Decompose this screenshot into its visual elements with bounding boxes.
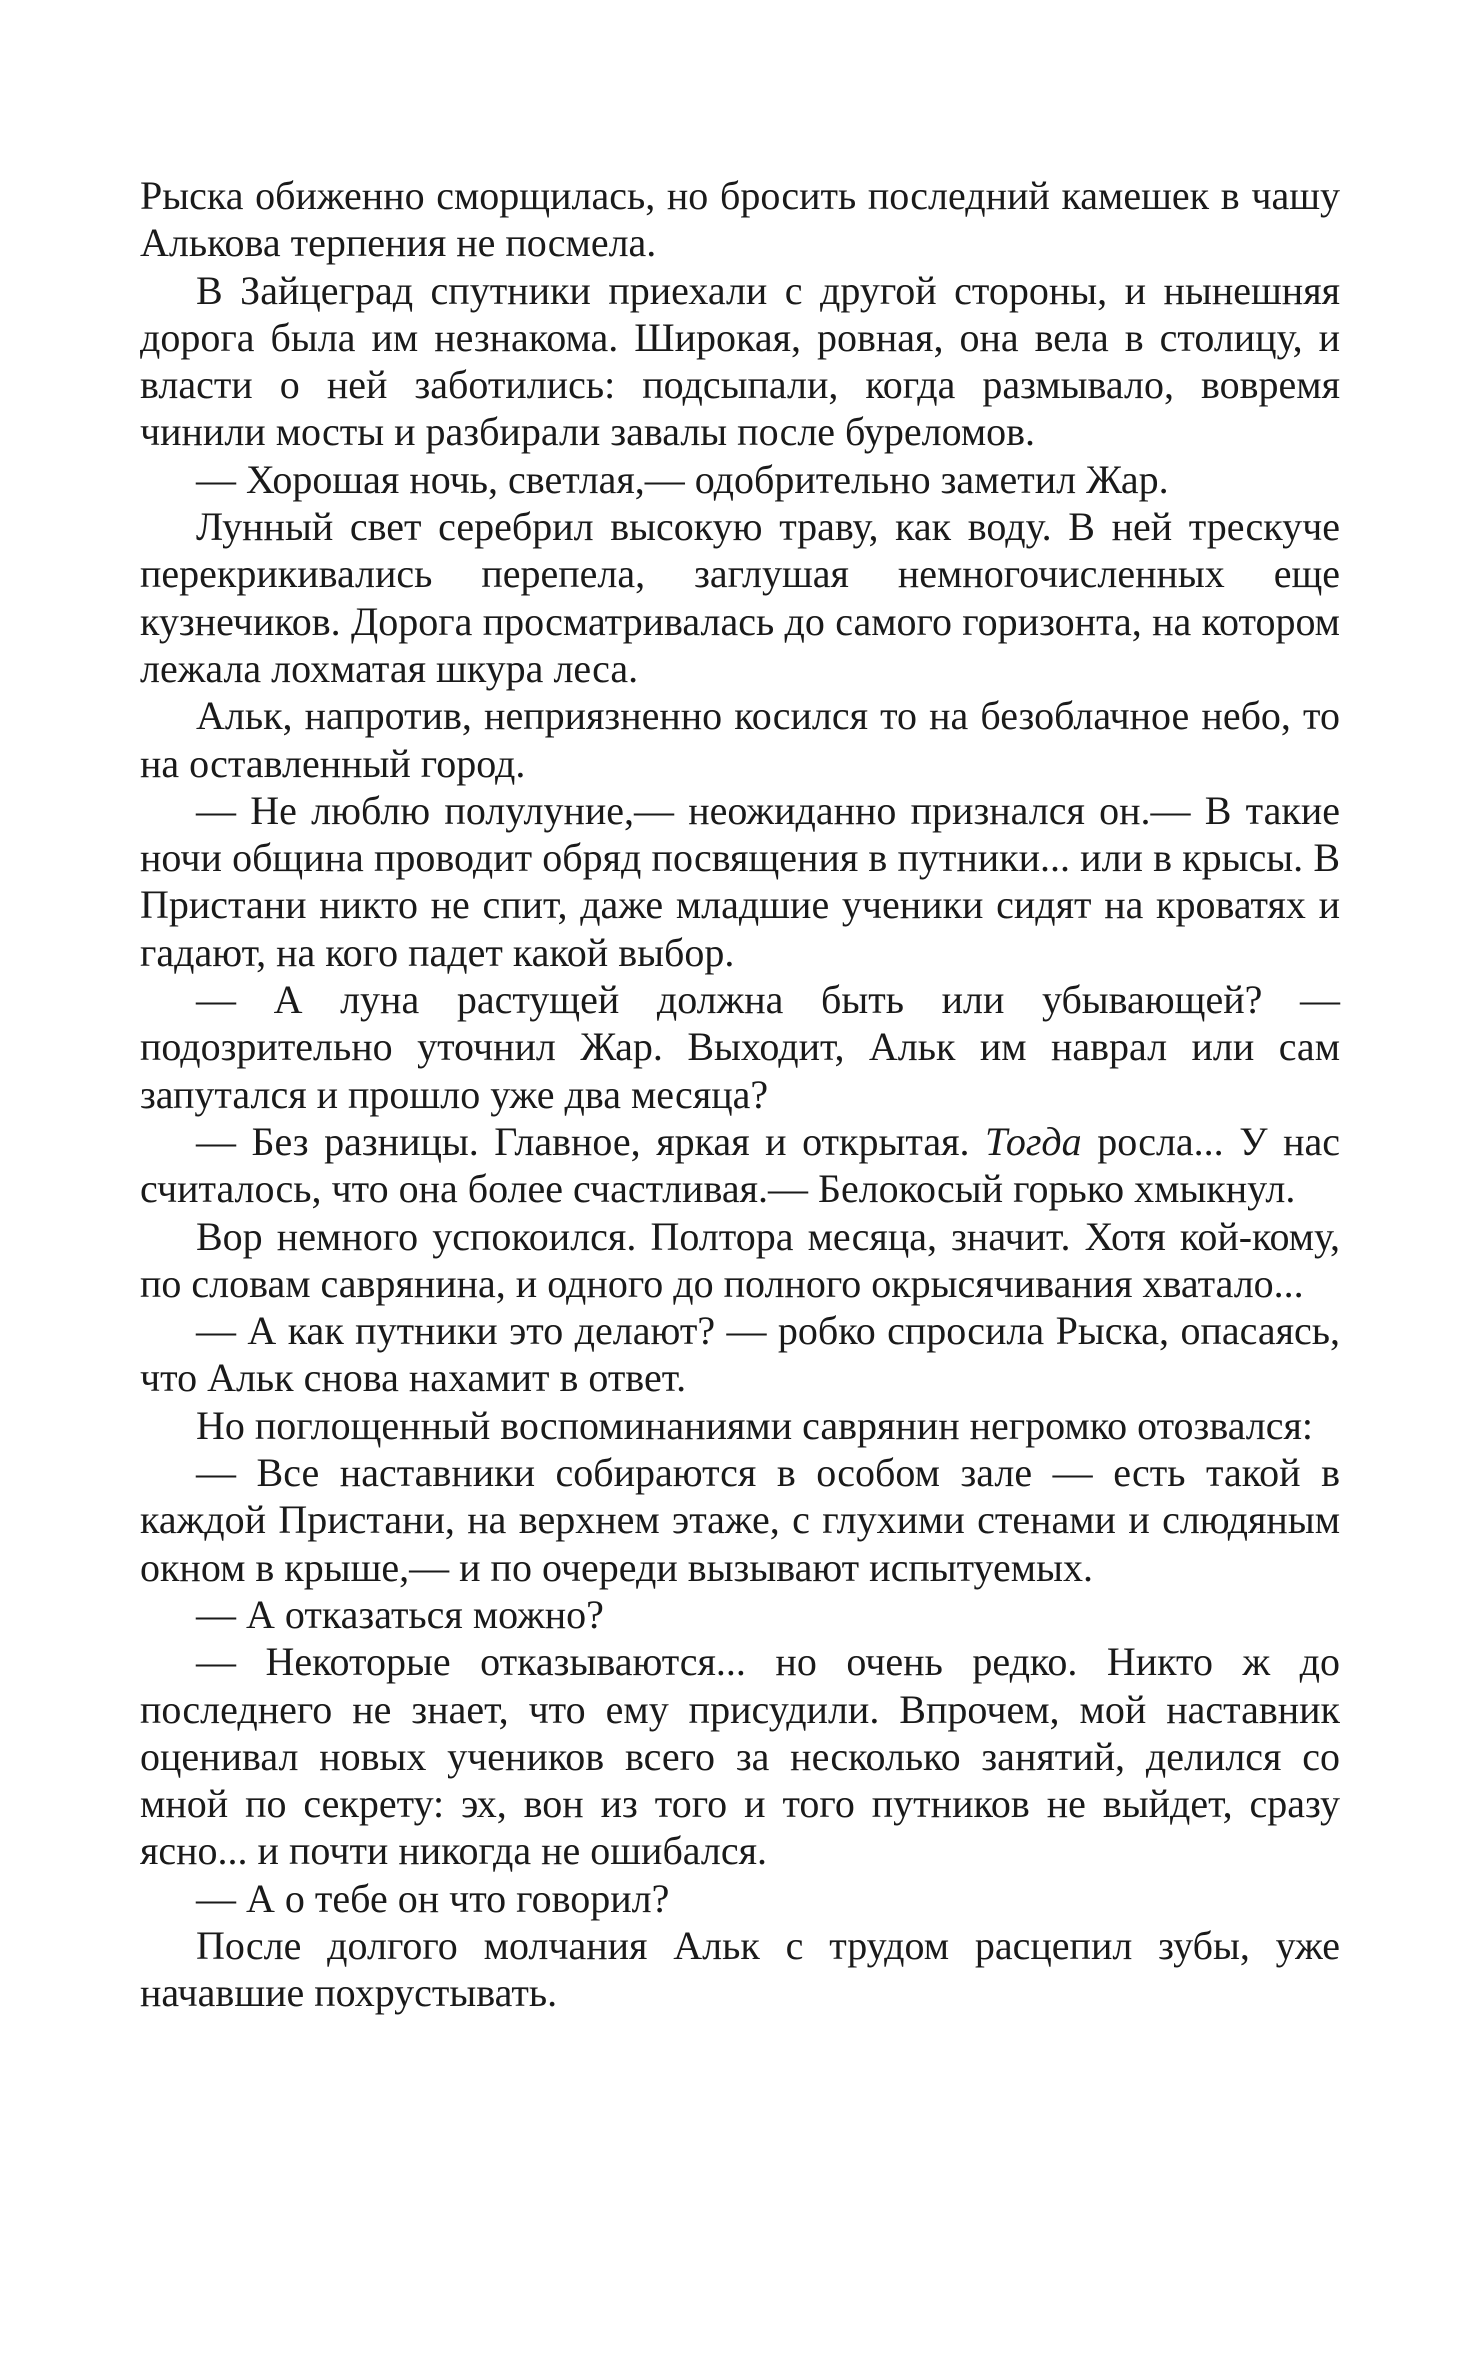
paragraph-8-end: росла... У нас считалось, что она более счастливая.— Белокосый горько хмыкнул. — [140, 1118, 1340, 1212]
paragraph-1: Рыска обиженно сморщилась, но бросить последний камешек в чашу Алькова терпения не посмела. — [140, 173, 1340, 266]
paragraph-2: В Зайцеград спутники приехали с другой стороны, и нынешняя дорога была им незнакома. Широкая, ровная, она вела в столицу, и власти о ней заботились: подсыпали, когда размывало, вовремя чинили мосты и разбирали завалы после буреломов. — [140, 267, 1340, 455]
paragraph-12: — Все наставники собираются в особом зале — есть такой в каждой Пристани, на верхнем этаже, с глухими стенами и слюдяным окном в крыше,— и по очереди вызывают испытуемых. — [140, 1450, 1340, 1590]
paragraph-8 — [140, 1118, 1340, 1213]
paragraph-6: — Не люблю полулуние,— неожиданно признался он.— В такие ночи община проводит обряд посвящения в путники... или в крысы. В Пристани никто не спит, даже младшие ученики сидят на кроватях и гадают, на кого падет какой выбор. — [140, 787, 1340, 975]
paragraph-7: — А луна растущей должна быть или убывающей? — подозрительно уточнил Жар. Выходит, Альк им наврал или сам запутался и прошло уже два месяца? — [140, 977, 1340, 1117]
paragraph-4: Лунный свет серебрил высокую траву, как воду. В ней трескуче перекрикивались перепела, заглушая немногочисленных еще кузнечиков. Дорога просматривалась до самого горизонта, на котором лежала лохматая шкура леса. — [140, 504, 1340, 691]
paragraph-11: Но поглощенный воспоминаниями саврянин негромко отозвался: — [196, 1402, 1314, 1448]
paragraph-8-italic: Тогда — [985, 1118, 1082, 1164]
paragraph-16: После долгого молчания Альк с трудом расцепил зубы, уже начавшие похрустывать. — [140, 1922, 1340, 2016]
paragraph-15: — А о тебе он что говорил? — [196, 1875, 670, 1921]
paragraph-13: — А отказаться можно? — [196, 1591, 604, 1637]
paragraph-3: — Хорошая ночь, светлая,— одобрительно заметил Жар. — [196, 456, 1169, 502]
paragraph-14: — Некоторые отказываются... но очень редко. Никто ж до последнего не знает, что ему присудили. Впрочем, мой наставник оценивал новых учеников всего за несколько занятий, делился со мной по секрету: эх, вон из того и того путников не выйдет, сразу ясно... и почти никогда не ошибался. — [140, 1639, 1340, 1874]
paragraph-9: Вор немного успокоился. Полтора месяца, значит. Хотя кой-кому, по словам саврянина, и одного до полного окрысячивания хватало... — [140, 1213, 1340, 1306]
paragraph-10: — А как путники это делают? — робко спросила Рыска, опасаясь, что Альк снова нахамит в ответ. — [140, 1308, 1340, 1401]
paragraph-5: Альк, напротив, неприязненно косился то на безоблачное небо, то на оставленный город. — [140, 693, 1340, 786]
page-text — [140, 172, 1340, 2017]
paragraph-8-start: — Без разницы. Главное, яркая и открытая. — [196, 1118, 986, 1164]
